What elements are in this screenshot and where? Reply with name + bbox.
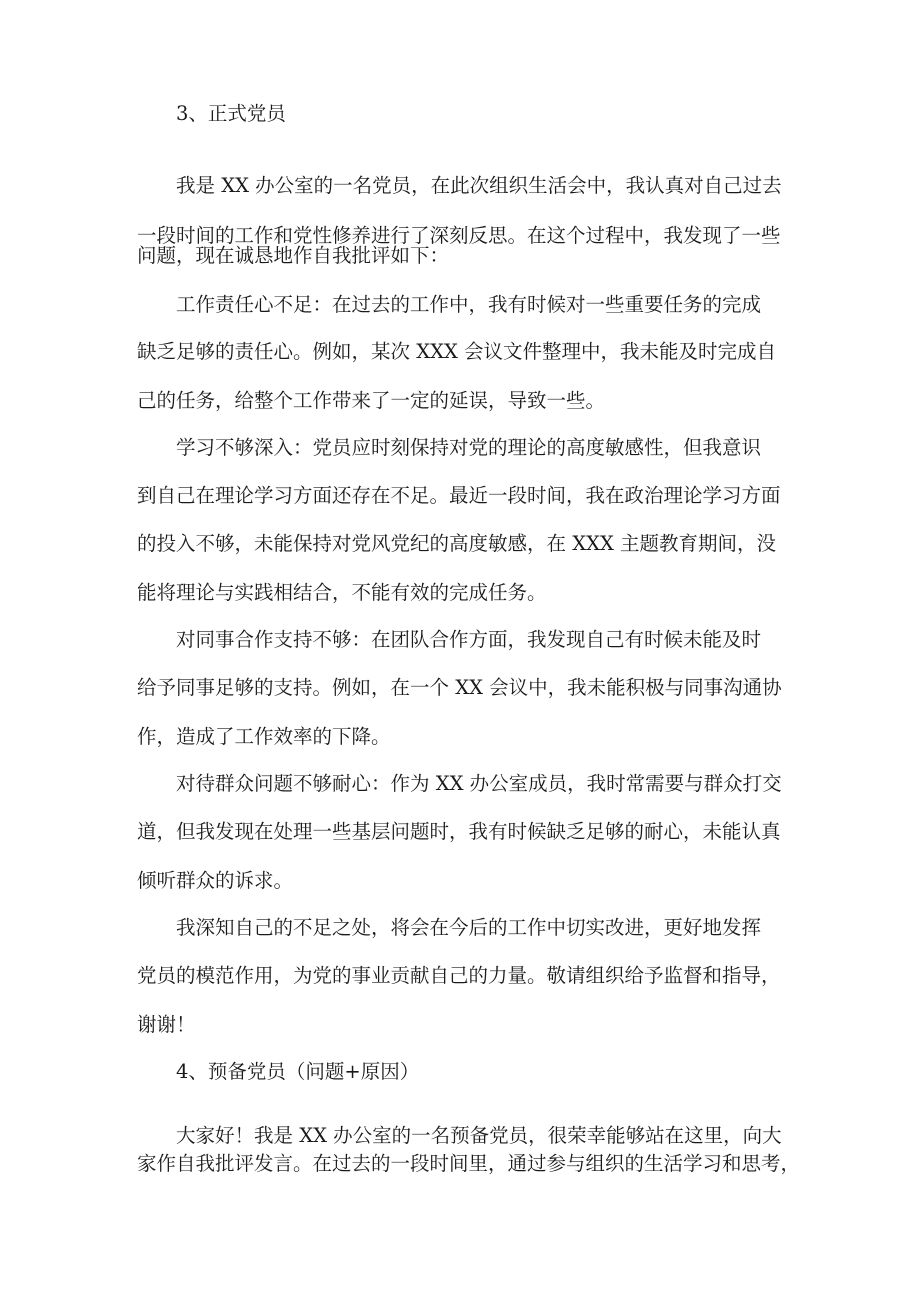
- text-line: 己的任务，给整个工作带来了一定的延误，导致一些。: [137, 389, 606, 412]
- text-line: 学习不够深入：党员应时刻保持对党的理论的高度敏感性，但我意识: [176, 436, 762, 459]
- text-line: 给予同事足够的支持。例如，在一个 XX 会议中，我未能积极与同事沟通协: [137, 676, 782, 699]
- text-line: 作，造成了工作效率的下降。: [137, 725, 391, 748]
- text-line: 我是 XX 办公室的一名党员，在此次组织生活会中，我认真对自己过去: [176, 174, 782, 197]
- text-line: 谢谢！: [137, 1013, 196, 1036]
- text-line: 对同事合作支持不够：在团队合作方面，我发现自己有时候未能及时: [176, 628, 762, 651]
- text-line: 工作责任心不足：在过去的工作中，我有时候对一些重要任务的完成: [176, 293, 762, 316]
- text-line: 能将理论与实践相结合，不能有效的完成任务。: [137, 581, 547, 604]
- text-line: 一段时间的工作和党性修养进行了深刻反思。在这个过程中，我发现了一些: [137, 224, 781, 247]
- text-line: 缺乏足够的责任心。例如，某次 XXX 会议文件整理中，我未能及时完成自: [137, 340, 777, 363]
- text-line: 对待群众问题不够耐心：作为 XX 办公室成员，我时常需要与群众打交: [176, 772, 782, 795]
- text-line: 到自己在理论学习方面还存在不足。最近一段时间，我在政治理论学习方面: [137, 484, 781, 507]
- section-heading-3: 3、正式党员: [176, 102, 286, 125]
- text-line: 党员的模范作用，为党的事业贡献自己的力量。敬请组织给予监督和指导，: [137, 964, 781, 987]
- text-line: 倾听群众的诉求。: [137, 869, 294, 892]
- text-line: 我深知自己的不足之处，将会在今后的工作中切实改进，更好地发挥: [176, 916, 762, 939]
- section-heading-4: 4、预备党员（问题+原因）: [176, 1060, 420, 1083]
- text-line: 道，但我发现在处理一些基层问题时，我有时候缺乏足够的耐心，未能认真: [137, 820, 781, 843]
- text-line: 问题，现在诚恳地作自我批评如下：: [137, 244, 450, 267]
- text-line: 的投入不够，未能保持对党风党纪的高度敏感，在 XXX 主题教育期间，没: [137, 532, 777, 555]
- text-line: 家作自我批评发言。在过去的一段时间里，通过参与组织的生活学习和思考，: [137, 1152, 801, 1175]
- text-line: 大家好！我是 XX 办公室的一名预备党员，很荣幸能够站在这里，向大: [176, 1124, 782, 1147]
